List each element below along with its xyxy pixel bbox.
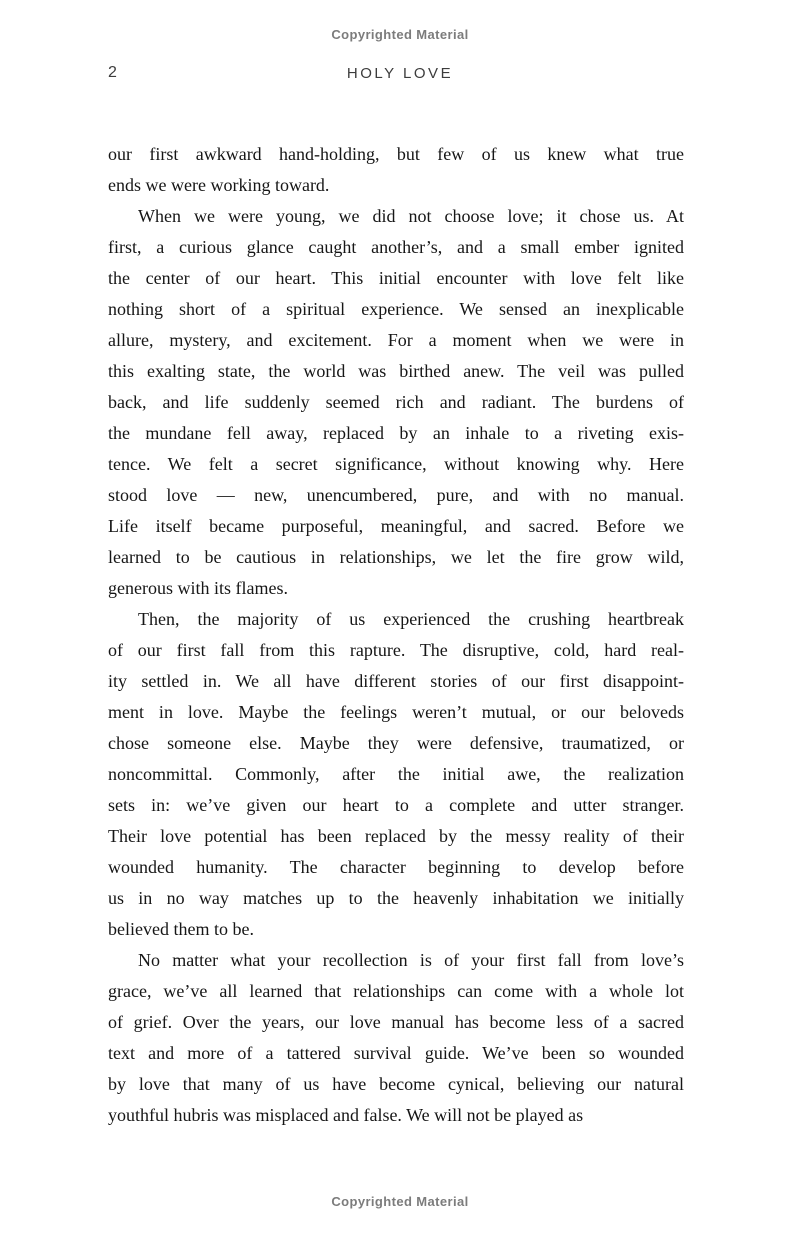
text-line: back, and life suddenly seemed rich and radiant. The burdens of [108,392,684,412]
body-text [108,139,684,1131]
text-line: generous with its flames. [108,578,288,598]
text-line: grace, we’ve all learned that relationships can come with a whole lot [108,981,684,1001]
text-line: allure, mystery, and excitement. For a moment when we were in [108,330,684,350]
text-line: the mundane fell away, replaced by an inhale to a riveting exis- [108,423,684,443]
text-line: youthful hubris was misplaced and false. We will not be played as [108,1105,584,1125]
text-line: ment in love. Maybe the feelings weren’t mutual, or our beloveds [108,702,684,722]
text-line: No matter what your recollection is of your first fall from love’s [138,950,684,970]
text-line: ends we were working toward. [108,175,330,195]
text-line: sets in: we’ve given our heart to a complete and utter stranger. [108,795,684,815]
text-line: stood love — new, unencumbered, pure, and with no manual. [108,485,684,505]
text-line: by love that many of us have become cynical, believing our natural [108,1074,684,1094]
copyright-notice-bottom: Copyrighted Material [331,1194,469,1209]
text-line: us in no way matches up to the heavenly inhabitation we initially [108,888,684,908]
text-line: Their love potential has been replaced by the messy reality of their [108,826,684,846]
text-line: When we were young, we did not choose love; it chose us. At [138,206,684,226]
text-line: this exalting state, the world was birthed anew. The veil was pulled [108,361,684,381]
text-line: chose someone else. Maybe they were defensive, traumatized, or [108,733,684,753]
text-line: noncommittal. Commonly, after the initial awe, the realization [108,764,684,784]
text-line: the center of our heart. This initial encounter with love felt like [108,268,684,288]
text-line: first, a curious glance caught another’s, and a small ember ignited [108,237,684,257]
text-line: ity settled in. We all have different stories of our first disappoint- [108,671,684,691]
text-line: wounded humanity. The character beginning to develop before [108,857,684,877]
text-line: of grief. Over the years, our love manual has become less of a sacred [108,1012,684,1032]
page-header [0,64,800,86]
text-line: of our first fall from this rapture. The disruptive, cold, hard real- [108,640,684,660]
running-header-title: HOLY LOVE [346,65,454,82]
text-line: nothing short of a spiritual experience. We sensed an inexplicable [108,299,684,319]
text-line: believed them to be. [108,919,254,939]
text-line: learned to be cautious in relationships, we let the fire grow wild, [108,547,684,567]
text-line: Life itself became purposeful, meaningful, and sacred. Before we [108,516,684,536]
page-number: 2 [108,64,117,81]
text-line: Then, the majority of us experienced the crushing heartbreak [138,609,684,629]
text-line: tence. We felt a secret significance, without knowing why. Here [108,454,684,474]
copyright-notice-top: Copyrighted Material [331,27,469,42]
text-line: our first awkward hand-holding, but few of us knew what true [108,144,684,164]
text-line: text and more of a tattered survival guide. We’ve been so wounded [108,1043,684,1063]
